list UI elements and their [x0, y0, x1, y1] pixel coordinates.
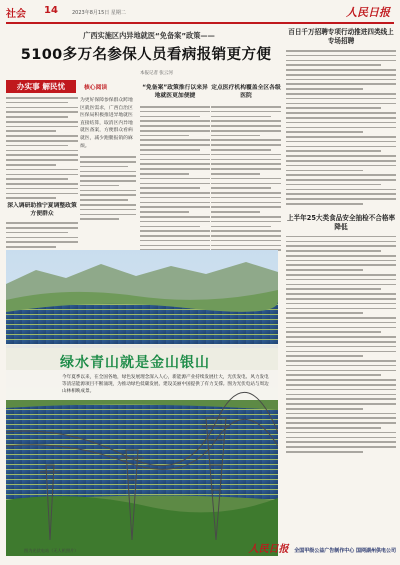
ad-caption: 今年夏季以来，在全国各地，绿色发展理念深入人心，新能源产业持续发展壮大，光伏发电、风力发电等清洁能源项目不断涌现，为推动绿色低碳发展、建设美丽中国提供了有力支撑。图为光伏电站与周边山林相映成景。 — [62, 375, 269, 394]
col2-head: “免备案”政策推行以来异地就医更加便捷 — [142, 85, 208, 99]
ad-slogan: 绿水青山就是金山银山 — [60, 355, 210, 371]
article-kicker: 广西实施区内异地就医“免备案”政策—— — [83, 31, 215, 40]
article-column-2 — [140, 80, 210, 259]
page-header — [6, 4, 394, 22]
footer-masthead-logo: 人民日报 — [248, 544, 289, 555]
ad-sponsor-text: 全国甲级公益广告制作中心 国网湖州供电公司 — [294, 548, 396, 554]
header-rule — [6, 22, 394, 24]
core-reading-body: 为更好保障参保群众跨地区就医需求，广西自治区医保局积极推进异地就医直接结算，取消区内异地就医备案，方便群众看病就医，减少跑腿报销的麻烦。 — [80, 98, 133, 149]
right-news-column — [286, 26, 396, 456]
solar-farm-photo — [6, 250, 278, 556]
right-story-1-title: 百日千万招聘专项行动推进四类线上专场招聘 — [288, 28, 394, 45]
photo-credit: 图为光伏电站（无人机照片） — [24, 548, 79, 553]
article-headline: 5100多万名参保人员看病报销更方便 — [20, 47, 272, 63]
issue-date: 2023年8月15日 星期二 — [72, 10, 126, 16]
col1-subhead: 深入调研助推宁夏调整政策方便群众 — [7, 203, 77, 218]
masthead-logo: 人民日报 — [346, 6, 390, 19]
article-column-3 — [211, 80, 281, 259]
col3-head: 定点医疗机构覆盖全区各级医院 — [211, 85, 281, 99]
ad-footer — [216, 540, 396, 555]
column-banner-label: 办实事 解民忧 — [16, 82, 66, 91]
page-number: 14 — [44, 5, 58, 16]
section-name: 社会 — [6, 9, 26, 20]
article-column-1 — [6, 97, 78, 270]
article-byline: 本报记者 张云河 — [140, 71, 173, 76]
core-reading-title: 核心阅读 — [84, 85, 108, 91]
right-story-2-title: 上半年25大类食品安全抽检不合格率降低 — [286, 213, 396, 231]
core-reading-box — [80, 80, 136, 223]
column-banner — [6, 80, 76, 93]
